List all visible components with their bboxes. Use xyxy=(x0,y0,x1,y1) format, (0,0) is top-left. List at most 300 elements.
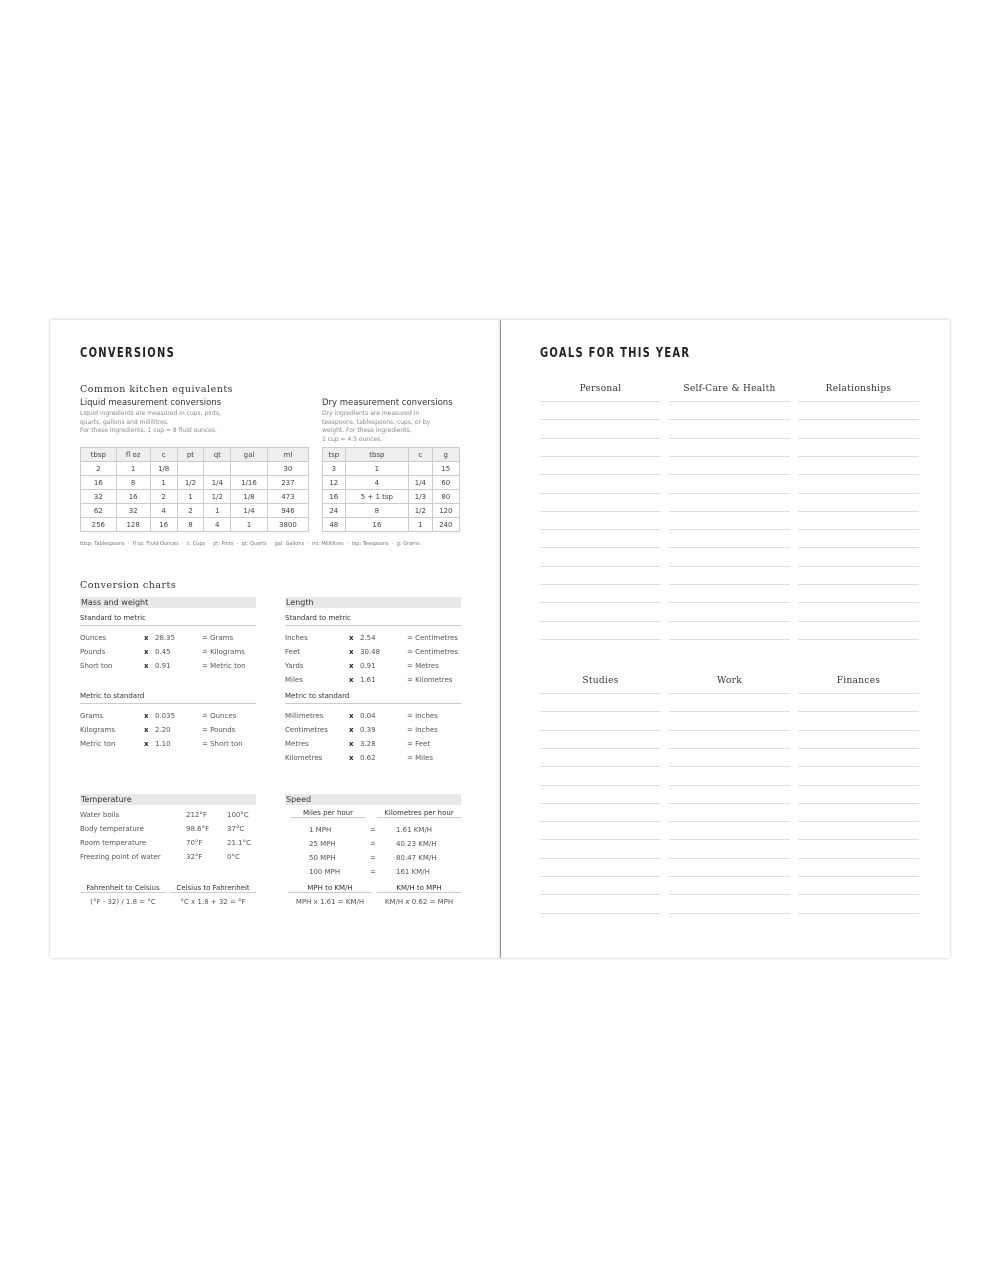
row-cell: = xyxy=(370,826,376,834)
table-cell: 48 xyxy=(323,518,346,532)
row-cell: x xyxy=(349,712,354,720)
writing-line[interactable] xyxy=(798,913,919,914)
writing-line[interactable] xyxy=(798,621,919,622)
writing-line[interactable] xyxy=(669,766,790,767)
writing-line[interactable] xyxy=(669,821,790,822)
goal-column-heading: Finances xyxy=(836,676,881,686)
table-cell: 1 xyxy=(345,462,409,476)
section-band: Mass and weight xyxy=(80,597,256,608)
table-cell xyxy=(231,462,268,476)
writing-line[interactable] xyxy=(798,584,919,585)
writing-line[interactable] xyxy=(669,401,790,402)
desc-line: teaspoons, tablespoons, cups, or by xyxy=(322,418,431,426)
writing-line[interactable] xyxy=(798,511,919,512)
formula-label: KM/H to MPH xyxy=(377,884,461,893)
table-cell: 32 xyxy=(116,504,150,518)
table-cell: 62 xyxy=(81,504,117,518)
writing-line[interactable] xyxy=(669,621,790,622)
writing-line[interactable] xyxy=(798,456,919,457)
column-header: Kilometres per hour xyxy=(377,809,461,818)
writing-line[interactable] xyxy=(540,602,661,603)
row-cell: = Inches xyxy=(407,726,438,734)
table-cell: 1/3 xyxy=(409,490,432,504)
writing-line[interactable] xyxy=(540,876,661,877)
writing-line[interactable] xyxy=(540,621,661,622)
writing-line[interactable] xyxy=(540,401,661,402)
writing-line[interactable] xyxy=(540,785,661,786)
writing-line[interactable] xyxy=(540,894,661,895)
column-header: gal xyxy=(231,448,268,462)
row-cell: 1.10 xyxy=(155,740,171,748)
conversion-row xyxy=(285,751,461,765)
row-cell: 1.61 KM/H xyxy=(396,826,433,834)
writing-line[interactable] xyxy=(798,711,919,712)
writing-line[interactable] xyxy=(669,858,790,859)
row-cell: x xyxy=(349,634,354,642)
writing-line[interactable] xyxy=(798,639,919,640)
writing-line[interactable] xyxy=(540,547,661,548)
table-cell: 3 xyxy=(323,462,346,476)
row-cell: = xyxy=(370,868,376,876)
formula-label: Celsius to Fahrenheit xyxy=(170,884,256,893)
writing-line[interactable] xyxy=(798,748,919,749)
table-cell: 16 xyxy=(345,518,409,532)
writing-line[interactable] xyxy=(669,876,790,877)
subsection-heading: Metric to standard xyxy=(80,692,256,704)
row-cell: Feet xyxy=(285,648,301,656)
row-cell: 40.23 KM/H xyxy=(396,840,437,848)
table-row xyxy=(81,518,309,532)
table-cell: 4 xyxy=(345,476,409,490)
row-cell: x xyxy=(144,740,149,748)
writing-line[interactable] xyxy=(798,474,919,475)
writing-line[interactable] xyxy=(798,419,919,420)
table-row xyxy=(323,504,460,518)
table-cell: 1/2 xyxy=(204,490,231,504)
row-cell: Pounds xyxy=(80,648,106,656)
row-cell: 21.1°C xyxy=(227,839,251,847)
row-cell: 3.28 xyxy=(360,740,376,748)
writing-line[interactable] xyxy=(798,566,919,567)
row-cell: Body temperature xyxy=(80,825,144,833)
table-cell: 1 xyxy=(231,518,268,532)
writing-line[interactable] xyxy=(540,693,661,694)
table-cell: 1/4 xyxy=(231,504,268,518)
table-cell: 1 xyxy=(150,476,177,490)
speed-row xyxy=(285,851,461,865)
row-cell: Metres xyxy=(285,740,309,748)
writing-line[interactable] xyxy=(798,785,919,786)
table-cell: 80 xyxy=(432,490,459,504)
row-cell: = Inches xyxy=(407,712,438,720)
conversion-row xyxy=(285,737,461,751)
writing-line[interactable] xyxy=(540,474,661,475)
writing-line[interactable] xyxy=(669,438,790,439)
table-cell: 16 xyxy=(150,518,177,532)
writing-line[interactable] xyxy=(798,839,919,840)
goal-column-heading: Studies xyxy=(582,676,619,686)
table-cell: 32 xyxy=(81,490,117,504)
subsection-heading: Standard to metric xyxy=(285,614,461,626)
section-band: Temperature xyxy=(80,794,256,805)
speed-row xyxy=(285,865,461,879)
column-header: tbsp xyxy=(345,448,409,462)
table-cell: 8 xyxy=(345,504,409,518)
row-cell: Freezing point of water xyxy=(80,853,161,861)
writing-line[interactable] xyxy=(798,693,919,694)
conversion-row xyxy=(80,645,256,659)
table-cell: 1 xyxy=(204,504,231,518)
conversion-row xyxy=(285,709,461,723)
row-cell: 0°C xyxy=(227,853,240,861)
column-header: fl oz xyxy=(116,448,150,462)
row-cell: 25 MPH xyxy=(309,840,336,848)
column-header: c xyxy=(409,448,432,462)
row-cell: Inches xyxy=(285,634,308,642)
writing-line[interactable] xyxy=(540,730,661,731)
writing-line[interactable] xyxy=(669,730,790,731)
row-cell: Short ton xyxy=(80,662,113,670)
page-title: CONVERSIONS xyxy=(80,346,176,361)
writing-line[interactable] xyxy=(669,913,790,914)
row-cell: x xyxy=(144,712,149,720)
temperature-row xyxy=(80,850,256,864)
writing-line[interactable] xyxy=(669,566,790,567)
writing-line[interactable] xyxy=(540,566,661,567)
table-row xyxy=(81,504,309,518)
table-cell xyxy=(204,462,231,476)
table-cell: 2 xyxy=(177,504,204,518)
writing-line[interactable] xyxy=(540,529,661,530)
desc-line: quarts, gallons and millilitres. xyxy=(80,418,169,426)
writing-line[interactable] xyxy=(798,766,919,767)
row-cell: 1 MPH xyxy=(309,826,332,834)
row-cell: Metric ton xyxy=(80,740,116,748)
writing-line[interactable] xyxy=(798,438,919,439)
speed-row xyxy=(285,823,461,837)
column-header: tbsp xyxy=(81,448,117,462)
table-row xyxy=(81,476,309,490)
writing-line[interactable] xyxy=(540,493,661,494)
desc-line: Dry ingredients are measured in xyxy=(322,410,420,417)
row-cell: 212°F xyxy=(186,811,207,819)
table-row xyxy=(323,462,460,476)
table-cell: 1 xyxy=(409,518,432,532)
table-cell: 8 xyxy=(116,476,150,490)
table-cell: 4 xyxy=(150,504,177,518)
row-cell: = xyxy=(370,840,376,848)
table-cell: 1/4 xyxy=(409,476,432,490)
conversion-row xyxy=(285,723,461,737)
row-cell: 98.6°F xyxy=(186,825,210,833)
table-cell: 4 xyxy=(204,518,231,532)
writing-line[interactable] xyxy=(540,748,661,749)
formula-label: Fahrenheit to Celsius xyxy=(80,884,166,893)
dry-table xyxy=(322,447,460,532)
row-cell: = Metres xyxy=(407,662,439,670)
conversion-row xyxy=(285,673,461,687)
writing-line[interactable] xyxy=(540,803,661,804)
table-cell: 1/2 xyxy=(177,476,204,490)
table-header-row xyxy=(81,448,309,462)
writing-line[interactable] xyxy=(669,419,790,420)
table-cell: 2 xyxy=(150,490,177,504)
writing-line[interactable] xyxy=(669,456,790,457)
subsection-heading: Metric to standard xyxy=(285,692,461,704)
conversion-row xyxy=(285,645,461,659)
row-cell: x xyxy=(144,662,149,670)
row-cell: = Kilograms xyxy=(202,648,245,656)
row-cell: 2.54 xyxy=(360,634,376,642)
row-cell: = Short ton xyxy=(202,740,243,748)
conversion-row xyxy=(80,631,256,645)
row-cell: 30.48 xyxy=(360,648,381,656)
row-cell: x xyxy=(144,726,149,734)
table-cell: 1/4 xyxy=(204,476,231,490)
column-header: ml xyxy=(267,448,308,462)
row-cell: x xyxy=(144,634,149,642)
writing-line[interactable] xyxy=(540,419,661,420)
table-row xyxy=(323,490,460,504)
liquid-heading: Liquid measurement conversions xyxy=(80,398,222,408)
table-cell: 1 xyxy=(177,490,204,504)
row-cell: = xyxy=(370,854,376,862)
temperature-row xyxy=(80,822,256,836)
writing-line[interactable] xyxy=(669,602,790,603)
goal-column-heading: Self-Care & Health xyxy=(683,384,776,394)
row-cell: = Miles xyxy=(407,754,433,762)
row-cell: 0.04 xyxy=(360,712,376,720)
row-cell: Miles xyxy=(285,676,303,684)
table-cell: 256 xyxy=(81,518,117,532)
row-cell: Yards xyxy=(285,662,304,670)
row-cell: = Centimetres xyxy=(407,648,458,656)
writing-line[interactable] xyxy=(798,858,919,859)
table-cell: 946 xyxy=(267,504,308,518)
row-cell: Kilograms xyxy=(80,726,115,734)
desc-line: For these ingredients, 1 cup = 8 fluid ounces. xyxy=(80,427,217,434)
conversions-page xyxy=(50,320,500,958)
row-cell: 0.39 xyxy=(360,726,376,734)
liquid-description xyxy=(80,410,221,436)
writing-line[interactable] xyxy=(540,766,661,767)
writing-line[interactable] xyxy=(798,894,919,895)
table-cell: 3800 xyxy=(267,518,308,532)
section-band: Speed xyxy=(285,794,461,805)
table-row xyxy=(323,476,460,490)
row-cell: Room temperature xyxy=(80,839,147,847)
conversion-row xyxy=(285,631,461,645)
row-cell: = Grams xyxy=(202,634,234,642)
table-cell xyxy=(177,462,204,476)
writing-line[interactable] xyxy=(540,711,661,712)
row-cell: 28.35 xyxy=(155,634,176,642)
charts-heading: Conversion charts xyxy=(80,580,177,591)
goal-column-heading: Relationships xyxy=(825,384,892,394)
row-cell: = Pounds xyxy=(202,726,236,734)
writing-line[interactable] xyxy=(669,547,790,548)
writing-line[interactable] xyxy=(669,839,790,840)
row-cell: Millimetres xyxy=(285,712,324,720)
conversion-row xyxy=(285,659,461,673)
row-cell: x xyxy=(144,648,149,656)
goal-column-heading: Personal xyxy=(579,384,622,394)
table-cell: 473 xyxy=(267,490,308,504)
writing-line[interactable] xyxy=(540,511,661,512)
table-cell xyxy=(409,462,432,476)
row-cell: 100°C xyxy=(227,811,249,819)
column-header: Miles per hour xyxy=(290,809,366,818)
writing-line[interactable] xyxy=(669,803,790,804)
kitchen-heading: Common kitchen equivalents xyxy=(80,384,234,395)
table-cell: 237 xyxy=(267,476,308,490)
conversion-row xyxy=(80,659,256,673)
row-cell: = Feet xyxy=(407,740,431,748)
formula: KM/H x 0.62 = MPH xyxy=(384,898,454,906)
table-cell: 128 xyxy=(116,518,150,532)
row-cell: = Centimetres xyxy=(407,634,458,642)
writing-line[interactable] xyxy=(540,839,661,840)
row-cell: = Ounces xyxy=(202,712,237,720)
column-header: c xyxy=(150,448,177,462)
row-cell: x xyxy=(349,676,354,684)
row-cell: = Metric ton xyxy=(202,662,246,670)
writing-line[interactable] xyxy=(540,913,661,914)
column-header: tsp xyxy=(323,448,346,462)
row-cell: 100 MPH xyxy=(309,868,341,876)
row-cell: 50 MPH xyxy=(309,854,336,862)
desc-line: weight. For these ingredients, xyxy=(322,427,412,434)
column-header: pt xyxy=(177,448,204,462)
table-cell: 12 xyxy=(323,476,346,490)
column-header: g xyxy=(432,448,459,462)
table-cell: 16 xyxy=(116,490,150,504)
writing-line[interactable] xyxy=(669,693,790,694)
table-cell: 1/2 xyxy=(409,504,432,518)
table-header-row xyxy=(323,448,460,462)
row-cell: 32°F xyxy=(186,853,203,861)
writing-line[interactable] xyxy=(540,438,661,439)
formula: °C x 1.8 + 32 = °F xyxy=(180,898,246,906)
writing-line[interactable] xyxy=(798,529,919,530)
page-title: GOALS FOR THIS YEAR xyxy=(540,346,691,361)
formula-label: MPH to KM/H xyxy=(288,884,372,893)
row-cell: Kilometres xyxy=(285,754,323,762)
writing-line[interactable] xyxy=(540,858,661,859)
writing-line[interactable] xyxy=(540,639,661,640)
table-cell: 5 + 1 tsp xyxy=(345,490,409,504)
table-cell: 15 xyxy=(432,462,459,476)
subsection-heading: Standard to metric xyxy=(80,614,256,626)
row-cell: x xyxy=(349,754,354,762)
row-cell: = Kilometres xyxy=(407,676,453,684)
speed-row xyxy=(285,837,461,851)
conversion-row xyxy=(80,723,256,737)
row-cell: 2.20 xyxy=(155,726,171,734)
table-cell: 120 xyxy=(432,504,459,518)
formula: MPH x 1.61 = KM/H xyxy=(295,898,365,906)
writing-line[interactable] xyxy=(669,584,790,585)
writing-line[interactable] xyxy=(669,639,790,640)
table-cell: 1 xyxy=(116,462,150,476)
row-cell: x xyxy=(349,648,354,656)
writing-line[interactable] xyxy=(669,474,790,475)
writing-line[interactable] xyxy=(798,401,919,402)
row-cell: Centimetres xyxy=(285,726,328,734)
row-cell: 37°C xyxy=(227,825,245,833)
row-cell: 80.47 KM/H xyxy=(396,854,437,862)
writing-line[interactable] xyxy=(669,529,790,530)
abbreviation-legend: tbsp: Tablespoons · fl oz: Fluid Ounces · c: Cups · pt: Pints · qt: Quarts · gal: Gallons · ml: Millilitres · tsp: Teaspoons · g: Grams xyxy=(80,541,420,547)
table-cell: 16 xyxy=(323,490,346,504)
row-cell: 161 KM/H xyxy=(396,868,430,876)
dry-description xyxy=(322,410,430,444)
table-cell: 60 xyxy=(432,476,459,490)
row-cell: 0.91 xyxy=(360,662,376,670)
writing-line[interactable] xyxy=(798,821,919,822)
goal-column-heading: Work xyxy=(716,676,742,686)
writing-line[interactable] xyxy=(798,547,919,548)
row-cell: 0.45 xyxy=(155,648,171,656)
writing-line[interactable] xyxy=(669,493,790,494)
writing-line[interactable] xyxy=(669,511,790,512)
desc-line: 1 cup = 4.5 ounces. xyxy=(322,435,383,443)
table-cell: 240 xyxy=(432,518,459,532)
row-cell: 1.61 xyxy=(360,676,376,684)
writing-line[interactable] xyxy=(669,785,790,786)
writing-line[interactable] xyxy=(798,493,919,494)
table-row xyxy=(81,462,309,476)
goals-page xyxy=(500,320,950,958)
row-cell: Water boils xyxy=(80,811,120,819)
writing-line[interactable] xyxy=(540,821,661,822)
writing-line[interactable] xyxy=(798,730,919,731)
table-cell: 1/8 xyxy=(150,462,177,476)
writing-line[interactable] xyxy=(798,602,919,603)
table-row xyxy=(323,518,460,532)
section-band: Length xyxy=(285,597,461,608)
table-cell: 1/16 xyxy=(231,476,268,490)
writing-line[interactable] xyxy=(540,584,661,585)
temperature-row xyxy=(80,836,256,850)
writing-line[interactable] xyxy=(798,803,919,804)
row-cell: x xyxy=(349,662,354,670)
column-header: qt xyxy=(204,448,231,462)
temperature-row xyxy=(80,808,256,822)
liquid-table xyxy=(80,447,309,532)
writing-line[interactable] xyxy=(540,456,661,457)
writing-line[interactable] xyxy=(669,748,790,749)
row-cell: x xyxy=(349,726,354,734)
row-cell: x xyxy=(349,740,354,748)
writing-line[interactable] xyxy=(669,894,790,895)
row-cell: 0.62 xyxy=(360,754,376,762)
table-cell: 8 xyxy=(177,518,204,532)
table-cell: 24 xyxy=(323,504,346,518)
table-cell: 2 xyxy=(81,462,117,476)
desc-line: Liquid ingredients are measured in cups, pints, xyxy=(80,410,222,417)
row-cell: Ounces xyxy=(80,634,107,642)
conversion-row xyxy=(80,737,256,751)
writing-line[interactable] xyxy=(798,876,919,877)
table-cell: 16 xyxy=(81,476,117,490)
row-cell: 0.035 xyxy=(155,712,176,720)
row-cell: 0.91 xyxy=(155,662,171,670)
row-cell: 70°F xyxy=(186,839,203,847)
writing-line[interactable] xyxy=(669,711,790,712)
table-cell: 1/8 xyxy=(231,490,268,504)
dry-heading: Dry measurement conversions xyxy=(322,398,453,408)
